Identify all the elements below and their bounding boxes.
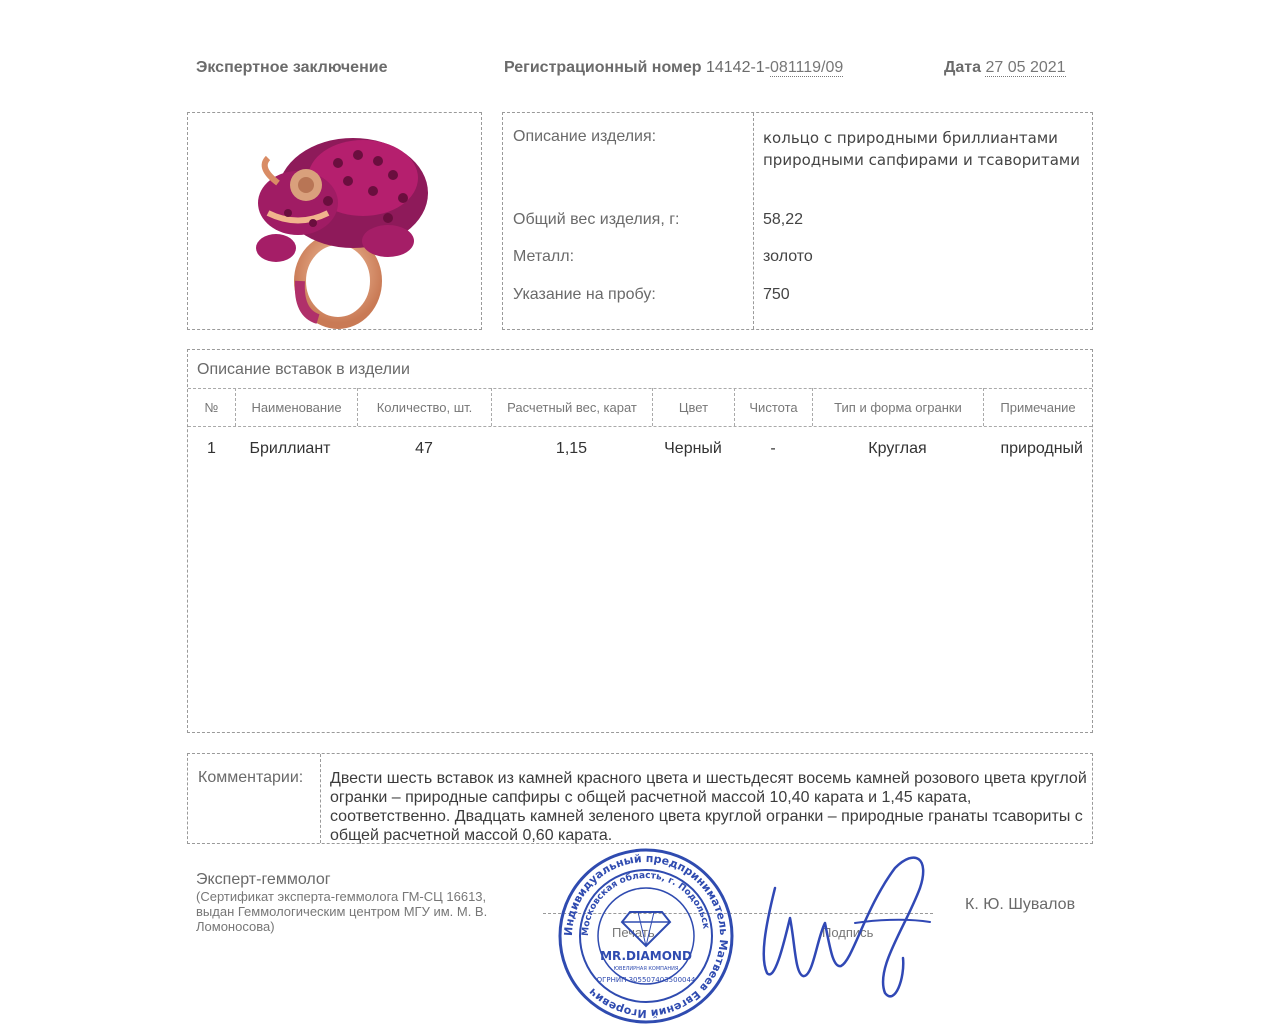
cell-color: Черный [664, 440, 722, 457]
column-header-weight: Расчетный вес, карат [491, 388, 652, 426]
column-header-number: № [204, 399, 219, 415]
description-label: Описание изделия: [513, 128, 657, 145]
signature-label: Подпись [822, 925, 874, 940]
column-header-clarity: Чистота [734, 388, 812, 426]
column-header-note: Примечание [983, 388, 1092, 426]
comments-divider [320, 754, 321, 843]
metal-value: золото [763, 248, 813, 265]
registration-number [504, 59, 843, 77]
header-bottom-line [188, 426, 1092, 427]
registration-label: Регистрационный номер [504, 59, 702, 76]
inserts-title: Описание вставок в изделии [197, 361, 410, 378]
diamond-icon [622, 912, 670, 946]
item-details-box [502, 112, 1093, 330]
comments-box [187, 753, 1093, 844]
column-header-name: Наименование [235, 388, 357, 426]
description-value: кольцо с природными бриллиантами природными сапфирами и тсаворитами [763, 129, 1080, 169]
date-label: Дата [944, 59, 982, 76]
stamp-brand: MR.DIAMOND [600, 949, 692, 963]
stamp-inner-text: Московская область, г. Подольск [580, 870, 711, 937]
document-title: Экспертное заключение [196, 59, 388, 76]
company-stamp [558, 848, 734, 1024]
metal-label: Металл: [513, 248, 575, 265]
date-value: 27 05 2021 [985, 59, 1066, 76]
column-header-cut: Тип и форма огранки [812, 388, 983, 426]
weight-label: Общий вес изделия, г: [513, 211, 680, 228]
column-header-color: Цвет [652, 388, 734, 426]
weight-value: 58,22 [763, 211, 804, 228]
stamp-brand-sub: ЮВЕЛИРНАЯ КОМПАНИЯ [613, 966, 679, 972]
comments-label: Комментарии: [198, 769, 304, 786]
comments-text: Двести шесть вставок из камней красного цвета и шестьдесят восемь камней розового цвета круглой огранки – природные сапфиры с общей расчетной массой 10,40 карата и 1,45 карата, соответственно. Двадцать камней зеленого цвета круглой огранки – природные гранаты тсавориты с общей расчетной массой 0,60 карата. [330, 770, 1087, 844]
signature [755, 848, 945, 1008]
ring-photo [188, 113, 481, 329]
product-photo-box [187, 112, 482, 330]
cell-quantity: 47 [415, 440, 433, 457]
expert-name: К. Ю. Шувалов [965, 896, 1076, 913]
cell-cut: Круглая [868, 440, 927, 457]
column-header-quantity: Количество, шт. [357, 388, 491, 426]
hallmark-label: Указание на пробу: [513, 286, 656, 303]
registration-value: 081119/09 [770, 59, 844, 76]
cell-name: Бриллиант [249, 440, 331, 457]
date [944, 59, 1066, 77]
stamp-label: Печать [612, 925, 655, 940]
expert-title: Эксперт-геммолог [196, 871, 331, 888]
cell-clarity: - [770, 440, 776, 457]
cell-note: природный [1000, 440, 1083, 457]
inserts-table [187, 349, 1093, 733]
stamp-outer-text: Индивидуальный предприниматель Матвеев Евгений Игоревич [561, 851, 731, 1021]
cell-number: 1 [207, 440, 216, 457]
expert-certificate: (Сертификат эксперта-геммолога ГМ-СЦ 16613, выдан Геммологическим центром МГУ им. М. В. Ломоносова) [196, 889, 488, 934]
details-divider [753, 113, 754, 329]
cell-weight: 1,15 [555, 440, 588, 457]
stamp-ogrn: ОГРНИП 305507403500044 [596, 976, 696, 984]
hallmark-value: 750 [763, 286, 790, 303]
registration-prefix: 14142-1- [705, 59, 771, 76]
